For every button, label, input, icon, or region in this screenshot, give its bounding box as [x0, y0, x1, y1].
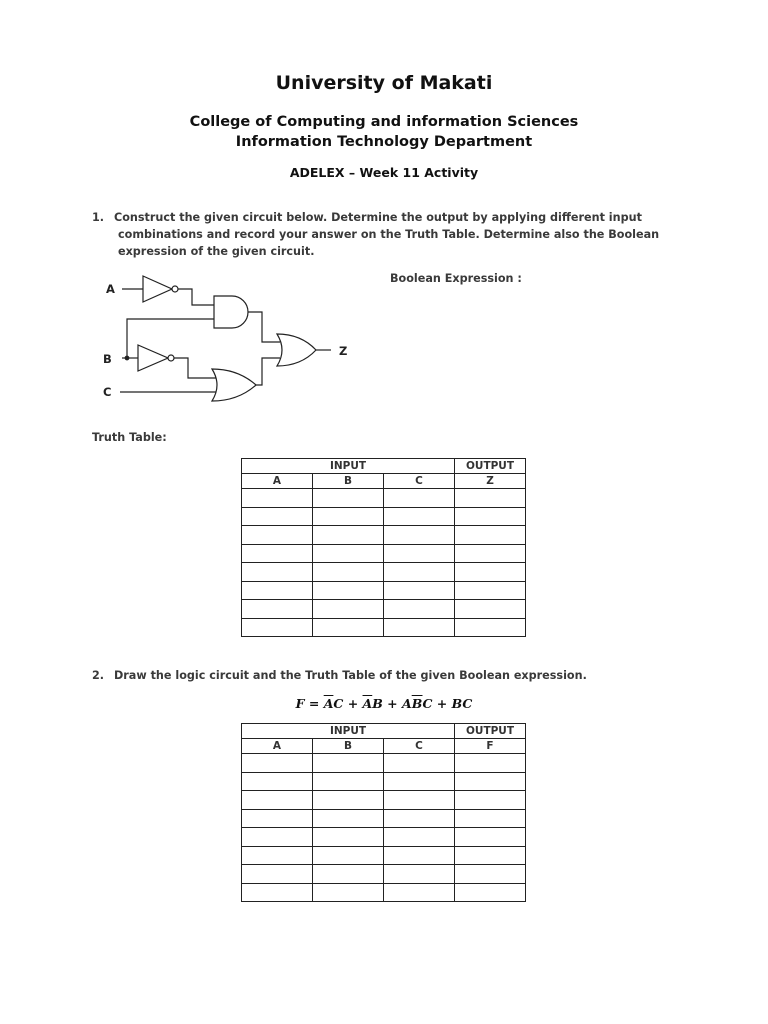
- cell[interactable]: [455, 507, 526, 526]
- input-a-label: A: [106, 282, 115, 296]
- or-gate-2: [277, 334, 316, 366]
- wire-or1-to-or2: [256, 358, 280, 385]
- input-c-label: C: [103, 385, 112, 399]
- cell[interactable]: [313, 507, 384, 526]
- cell[interactable]: [242, 526, 313, 545]
- or-gate-1: [212, 369, 256, 401]
- cell[interactable]: [242, 618, 313, 637]
- cell[interactable]: [384, 791, 455, 810]
- cell[interactable]: [455, 865, 526, 884]
- cell[interactable]: [455, 600, 526, 619]
- cell[interactable]: [384, 526, 455, 545]
- not-gate-a-bubble: [172, 286, 178, 292]
- truth-table-2: [241, 723, 526, 902]
- output-z-label: Z: [339, 344, 348, 358]
- table-row: [242, 791, 526, 810]
- input-header: INPUT: [242, 459, 455, 474]
- wire-notb-to-or: [174, 358, 216, 378]
- formula-term2-a-bar: $\overline{A}$: [362, 696, 373, 711]
- cell[interactable]: [455, 618, 526, 637]
- cell[interactable]: [313, 846, 384, 865]
- cell[interactable]: [242, 507, 313, 526]
- table-row: [242, 581, 526, 600]
- cell[interactable]: [384, 507, 455, 526]
- output-header: OUTPUT: [455, 724, 526, 739]
- cell[interactable]: [455, 754, 526, 773]
- formula-term1-a-bar: $\overline{A}$: [323, 696, 334, 711]
- and-gate: [214, 296, 248, 328]
- table-column-row: [242, 739, 526, 754]
- table-row: [242, 526, 526, 545]
- table-row: [242, 544, 526, 563]
- university-title: University of Makati: [275, 72, 493, 94]
- cell[interactable]: [455, 526, 526, 545]
- column-c: C: [384, 739, 455, 754]
- column-c: C: [384, 474, 455, 489]
- cell[interactable]: [242, 754, 313, 773]
- question-1-line-2: combinations and record your answer on the Truth Table. Determine also the Boolean: [118, 228, 660, 241]
- formula-lhs: F =: [295, 696, 324, 711]
- cell[interactable]: [384, 618, 455, 637]
- cell[interactable]: [384, 754, 455, 773]
- cell[interactable]: [455, 791, 526, 810]
- table-row: [242, 828, 526, 847]
- cell[interactable]: [242, 489, 313, 508]
- table-row: [242, 618, 526, 637]
- truth-table-label: Truth Table:: [92, 431, 167, 444]
- table-header-row: [242, 724, 526, 739]
- question-1-line-1: Construct the given circuit below. Determine the output by applying different input: [114, 211, 642, 224]
- table-row: [242, 846, 526, 865]
- cell[interactable]: [242, 600, 313, 619]
- cell[interactable]: [313, 618, 384, 637]
- table-row: [242, 772, 526, 791]
- table-header-row: [242, 459, 526, 474]
- table-row: [242, 507, 526, 526]
- column-f: F: [455, 739, 526, 754]
- formula-term1-rest: C +: [333, 696, 363, 711]
- table-column-row: [242, 474, 526, 489]
- cell[interactable]: [455, 809, 526, 828]
- cell[interactable]: [313, 828, 384, 847]
- cell[interactable]: [313, 772, 384, 791]
- table-row: [242, 754, 526, 773]
- cell[interactable]: [455, 828, 526, 847]
- question-2-text: [92, 667, 692, 684]
- cell[interactable]: [313, 526, 384, 545]
- column-b: B: [313, 739, 384, 754]
- cell[interactable]: [313, 791, 384, 810]
- cell[interactable]: [313, 883, 384, 902]
- cell[interactable]: [455, 772, 526, 791]
- cell[interactable]: [242, 544, 313, 563]
- cell[interactable]: [384, 828, 455, 847]
- wire-and-to-or2: [248, 312, 280, 342]
- cell[interactable]: [242, 883, 313, 902]
- cell[interactable]: [242, 828, 313, 847]
- table-row: [242, 883, 526, 902]
- cell[interactable]: [384, 772, 455, 791]
- logic-circuit-diagram: [0, 0, 768, 420]
- cell[interactable]: [384, 544, 455, 563]
- cell[interactable]: [455, 883, 526, 902]
- table-row: [242, 600, 526, 619]
- output-header: OUTPUT: [455, 459, 526, 474]
- cell[interactable]: [313, 489, 384, 508]
- cell[interactable]: [384, 809, 455, 828]
- cell[interactable]: [455, 563, 526, 582]
- cell[interactable]: [242, 772, 313, 791]
- cell[interactable]: [313, 809, 384, 828]
- column-b: B: [313, 474, 384, 489]
- table-row: [242, 489, 526, 508]
- truth-table-1: [241, 458, 526, 637]
- table-row: [242, 809, 526, 828]
- cell[interactable]: [242, 846, 313, 865]
- cell[interactable]: [384, 883, 455, 902]
- junction-b: [125, 356, 129, 360]
- boolean-formula: [0, 696, 768, 711]
- cell[interactable]: [313, 865, 384, 884]
- cell[interactable]: [455, 846, 526, 865]
- department-name: Information Technology Department: [235, 134, 533, 150]
- input-b-label: B: [103, 352, 112, 366]
- cell[interactable]: [313, 754, 384, 773]
- wire-nota-to-and: [178, 289, 214, 305]
- column-z: Z: [455, 474, 526, 489]
- question-1-number: 1.: [92, 211, 105, 224]
- question-2-line: Draw the logic circuit and the Truth Table of the given Boolean expression.: [114, 669, 587, 682]
- cell[interactable]: [384, 489, 455, 508]
- boolean-expression-label: Boolean Expression :: [390, 272, 522, 285]
- cell[interactable]: [384, 600, 455, 619]
- table-row: [242, 563, 526, 582]
- not-gate-b: [138, 345, 168, 371]
- cell[interactable]: [384, 865, 455, 884]
- cell[interactable]: [384, 581, 455, 600]
- table-row: [242, 865, 526, 884]
- cell[interactable]: [313, 544, 384, 563]
- cell[interactable]: [242, 809, 313, 828]
- formula-term2-rest: B + A: [372, 696, 412, 711]
- formula-term3-b-bar: $\overline{B}$: [411, 696, 423, 711]
- cell[interactable]: [313, 600, 384, 619]
- cell[interactable]: [455, 544, 526, 563]
- question-2-number: 2.: [92, 669, 105, 682]
- question-1-line-3: expression of the given circuit.: [118, 245, 315, 258]
- formula-term3-rest: C + BC: [422, 696, 473, 711]
- cell[interactable]: [313, 581, 384, 600]
- cell[interactable]: [313, 563, 384, 582]
- activity-title: ADELEX – Week 11 Activity: [289, 165, 479, 180]
- cell[interactable]: [455, 489, 526, 508]
- cell[interactable]: [384, 846, 455, 865]
- not-gate-a: [143, 276, 172, 302]
- column-a: A: [242, 739, 313, 754]
- input-header: INPUT: [242, 724, 455, 739]
- not-gate-b-bubble: [168, 355, 174, 361]
- cell[interactable]: [455, 581, 526, 600]
- cell[interactable]: [242, 865, 313, 884]
- cell[interactable]: [242, 791, 313, 810]
- college-name: College of Computing and information Sciences: [189, 114, 579, 130]
- cell[interactable]: [242, 581, 313, 600]
- cell[interactable]: [384, 563, 455, 582]
- column-a: A: [242, 474, 313, 489]
- cell[interactable]: [242, 563, 313, 582]
